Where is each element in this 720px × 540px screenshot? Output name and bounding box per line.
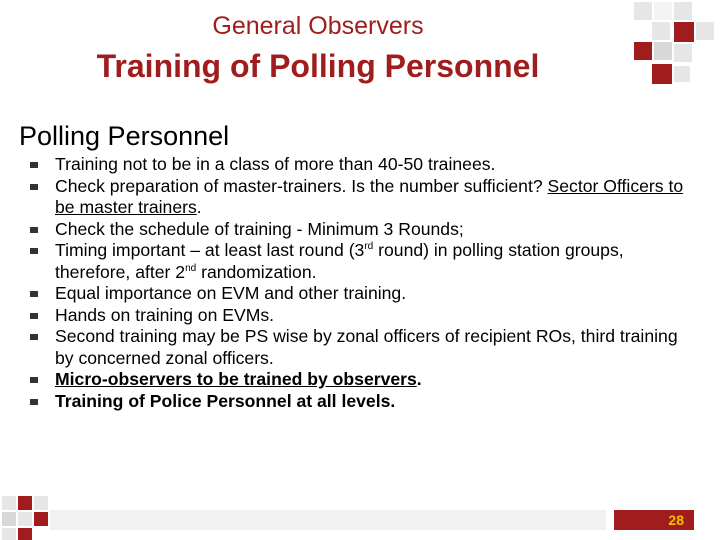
bullet-text: Hands on training on EVMs.: [55, 304, 275, 325]
presentation-subtitle: General Observers: [212, 12, 424, 40]
bullet-text-end: .: [196, 197, 202, 217]
bullet-item: [30, 240, 690, 283]
underlined-text: Sector Officers to be master trainers: [55, 175, 684, 217]
bullet-text: Timing important – at least last round (3: [55, 240, 365, 260]
bullet-item: [30, 176, 690, 219]
bullet-text: round) in polling station groups, therefore, after 2: [55, 240, 624, 282]
bullet-marker-icon: [30, 291, 38, 297]
bullet-text: Check preparation of master-trainers. Is the number sufficient?: [55, 175, 548, 196]
decorative-blocks-top-right: [632, 0, 720, 96]
bullet-item: [30, 326, 690, 369]
bullet-text: randomization.: [196, 261, 317, 282]
bullet-item: [30, 283, 690, 305]
bullet-item: [30, 391, 690, 413]
bullet-marker-icon: [30, 399, 38, 405]
bullet-marker-icon: [30, 334, 38, 340]
footer-bar: [50, 510, 606, 530]
bullet-marker-icon: [30, 227, 38, 233]
page-number-box: [614, 510, 694, 530]
bullet-item: [30, 305, 690, 327]
bullet-marker-icon: [30, 184, 38, 190]
bullet-marker-icon: [30, 248, 38, 254]
bullet-text: Training of Police Personnel at all levels.: [55, 390, 396, 411]
slide-title: Training of Polling Personnel: [96, 48, 540, 84]
superscript: nd: [185, 262, 197, 274]
bullet-text: Equal importance on EVM and other training.: [55, 283, 407, 303]
superscript: rd: [364, 241, 374, 253]
bullet-text: Second training may be PS wise by zonal officers of recipient ROs, third training by concerned zonal officers.: [55, 326, 678, 368]
bullet-item: [30, 154, 690, 176]
page-number: 28: [668, 512, 684, 528]
bullet-item: [30, 369, 690, 391]
bullet-marker-icon: [30, 313, 38, 319]
underlined-text: Micro-observers to be trained by observers: [55, 369, 417, 389]
decorative-blocks-bottom-left: [0, 494, 52, 540]
bullet-marker-icon: [30, 162, 38, 168]
bullet-list: [30, 154, 690, 412]
bullet-marker-icon: [30, 377, 38, 383]
bullet-text: Check the schedule of training - Minimum 3 Rounds;: [55, 218, 464, 239]
section-heading: Polling Personnel: [19, 121, 230, 151]
bullet-text-end: .: [416, 369, 422, 389]
bullet-text: Training not to be in a class of more than 40-50 trainees.: [55, 154, 496, 174]
bullet-item: [30, 219, 690, 241]
